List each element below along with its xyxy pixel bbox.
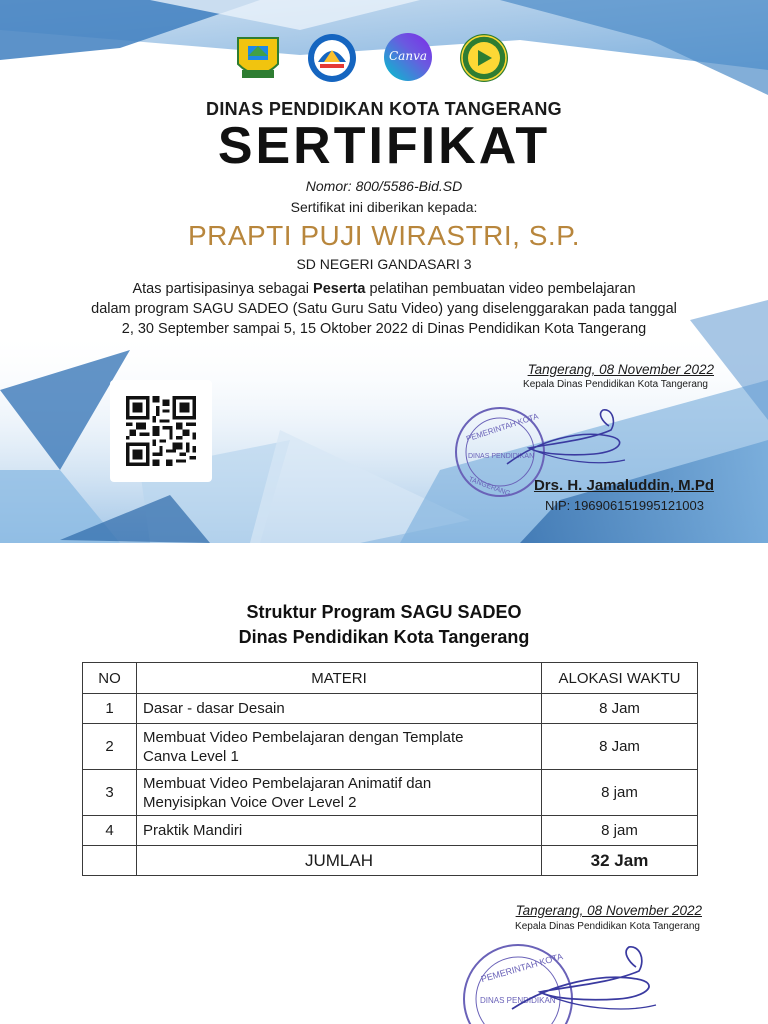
kota-tangerang-emblem-icon <box>234 32 282 84</box>
qr-code-icon <box>126 396 196 466</box>
signatory-name: Drs. H. Jamaluddin, M.Pd <box>533 477 714 494</box>
recipient-name: PRAPTI PUJI WIRASTRI, S.P. <box>187 220 581 251</box>
canva-logo-text: Canva <box>389 49 427 63</box>
stamp-text-bottom: TANGERANG <box>467 476 512 498</box>
table-total-row <box>83 846 698 876</box>
table-row <box>83 770 698 816</box>
body-line-3: 2, 30 September sampai 5, 15 Oktober 2022 di Dinas Pendidikan Kota Tangerang <box>121 321 647 337</box>
participant-role: Peserta <box>313 281 366 297</box>
table-header-row <box>83 663 698 694</box>
row-waktu: 8 Jam <box>542 694 698 724</box>
tut-wuri-handayani-icon <box>306 32 358 84</box>
row-materi-line-2: Menyisipkan Voice Over Level 2 <box>143 793 357 811</box>
program-title-line-1: Struktur Program SAGU SADEO <box>246 602 522 622</box>
certificate-body <box>0 279 768 339</box>
stamp-text-mid: DINAS PENDIDIKAN <box>468 453 535 460</box>
table-row <box>83 724 698 770</box>
program-title-line-2: Dinas Pendidikan Kota Tangerang <box>238 627 530 647</box>
satu-guru-satu-video-icon <box>458 32 510 84</box>
body-line-2: dalam program SAGU SADEO (Satu Guru Satu Video) yang diselenggarakan pada tanggal <box>91 301 677 317</box>
qr-code[interactable] <box>110 380 212 482</box>
header-alokasi-waktu: ALOKASI WAKTU <box>542 663 698 694</box>
stamp2-text-top: PEMERINTAH KOTA <box>479 951 564 985</box>
row-materi-line-2: Canva Level 1 <box>143 747 239 765</box>
row-materi-line-1: Praktik Mandiri <box>143 822 243 839</box>
row-materi <box>137 816 542 846</box>
header-materi: MATERI <box>137 663 542 694</box>
header-no: NO <box>83 663 137 694</box>
body-line-1-post: pelatihan pembuatan video pembelajaran <box>365 281 636 297</box>
signature-block <box>454 362 714 522</box>
handwritten-signature-icon <box>499 400 639 480</box>
total-no-cell <box>83 846 137 876</box>
row-materi <box>137 724 542 770</box>
organization-heading: DINAS PENDIDIKAN KOTA TANGERANG <box>206 99 562 119</box>
row-materi-line-1: Dasar - dasar Desain <box>143 700 285 717</box>
row-materi-line-1: Membuat Video Pembelajaran Animatif dan <box>143 774 432 792</box>
handwritten-signature-icon <box>502 937 672 1024</box>
stamp-text-top: PEMERINTAH KOTA <box>465 411 540 444</box>
signature-place-date: Tangerang, 08 November 2022 <box>527 362 714 377</box>
total-value: 32 Jam <box>542 846 698 876</box>
row-materi-line-1: Membuat Video Pembelajaran dengan Template <box>143 728 464 746</box>
program-table <box>82 662 698 876</box>
program-signature-block <box>422 903 702 1024</box>
row-waktu: 8 Jam <box>542 724 698 770</box>
signature-position: Kepala Dinas Pendidikan Kota Tangerang <box>523 379 708 390</box>
certificate-number: Nomor: 800/5586-Bid.SD <box>305 178 463 194</box>
body-line-1-pre: Atas partisipasinya sebagai <box>132 281 314 297</box>
row-no: 3 <box>83 770 137 816</box>
body-line-1 <box>0 279 768 299</box>
row-no: 2 <box>83 724 137 770</box>
signatory-nip: NIP: 196906151995121003 <box>544 498 704 513</box>
row-materi <box>137 770 542 816</box>
row-no: 4 <box>83 816 137 846</box>
given-to-label: Sertifikat ini diberikan kepada: <box>290 199 478 215</box>
total-label: JUMLAH <box>137 846 542 876</box>
row-no: 1 <box>83 694 137 724</box>
row-waktu: 8 jam <box>542 770 698 816</box>
stamp2-text-mid: DINAS PENDIDIKAN <box>480 996 556 1005</box>
recipient-school: SD NEGERI GANDASARI 3 <box>296 256 472 272</box>
certificate-title: SERTIFIKAT <box>217 117 551 175</box>
logo-row <box>0 32 768 88</box>
program-signature-position: Kepala Dinas Pendidikan Kota Tangerang <box>515 921 700 932</box>
row-waktu: 8 jam <box>542 816 698 846</box>
program-signature-place-date: Tangerang, 08 November 2022 <box>515 903 702 918</box>
table-row <box>83 694 698 724</box>
table-row <box>83 816 698 846</box>
row-materi <box>137 694 542 724</box>
